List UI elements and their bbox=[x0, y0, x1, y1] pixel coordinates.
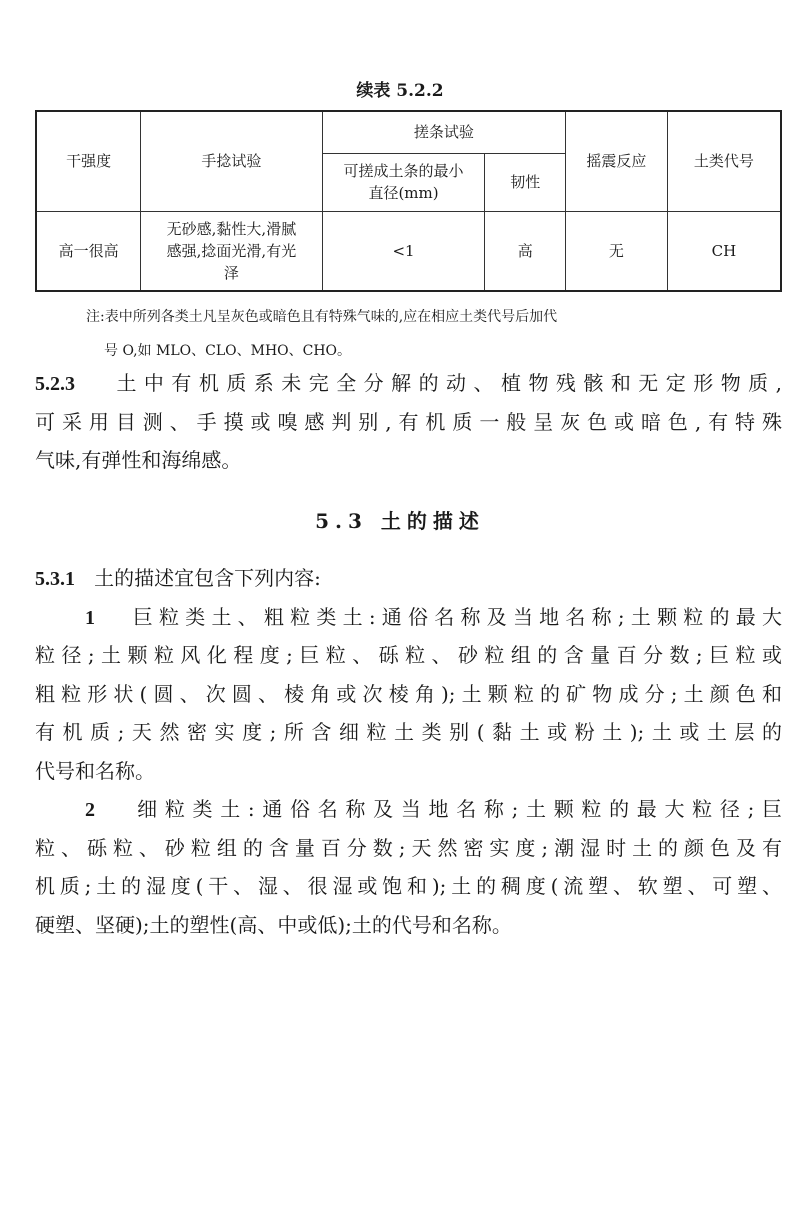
text-line: 土中有机质系未完全分解的动、植物残骸和无定形物质, bbox=[116, 371, 782, 395]
note-line: 号 O,如 MLO、CLO、MHO、CHO。 bbox=[104, 343, 352, 359]
header-soil-code: 土类代号 bbox=[667, 111, 781, 211]
text-line: 可采用目测、手摸或嗅感判别,有机质一般呈灰色或暗色,有特殊 bbox=[35, 409, 782, 434]
item-number: 1 bbox=[85, 606, 95, 629]
section-5-2-3 bbox=[35, 364, 782, 480]
table-row bbox=[36, 211, 781, 291]
note-line: 注:表中所列各类土凡呈灰色或暗色且有特殊气味的,应在相应土类代号后加代 bbox=[86, 309, 558, 325]
cell-toughness: 高 bbox=[485, 211, 566, 291]
text-line: 机质;土的湿度(干、湿、很湿或饱和);土的稠度(流塑、软塑、可塑、 bbox=[35, 874, 782, 898]
cell-dry-strength: 高一很高 bbox=[36, 211, 141, 291]
clause-number: 5.2.3 bbox=[35, 373, 75, 395]
item-number: 2 bbox=[85, 799, 95, 821]
clause-intro: 土的描述宜包含下列内容: bbox=[94, 566, 321, 590]
text-line: 粒、砾粒、砂粒组的含量百分数;天然密实度;潮湿时土的颜色及有 bbox=[35, 835, 782, 860]
header-hand-test: 手捻试验 bbox=[141, 111, 323, 211]
text-line: 气味,有弹性和海绵感。 bbox=[35, 448, 242, 472]
text-line: 硬塑、坚硬);土的塑性(高、中或低);土的代号和名称。 bbox=[35, 912, 512, 937]
cell-min-diameter: <1 bbox=[322, 211, 485, 291]
section-5-3-1 bbox=[35, 559, 782, 944]
cell-soil-code: CH bbox=[667, 211, 781, 291]
table-note bbox=[86, 300, 786, 368]
clause-number: 5.3.1 bbox=[35, 568, 75, 590]
text-line: 代号和名称。 bbox=[35, 758, 155, 783]
soil-classification-table bbox=[35, 110, 782, 292]
header-shake-reaction: 摇震反应 bbox=[566, 111, 668, 211]
table-caption: 续表 5.2.2 bbox=[356, 81, 444, 101]
text-line: 有机质;天然密实度;所含细粒土类别(黏土或粉土);土或土层的 bbox=[35, 720, 782, 744]
header-roll-test: 搓条试验 bbox=[322, 111, 565, 153]
cell-hand-test: 无砂感,黏性大,滑腻感强,捻面光滑,有光泽 bbox=[141, 211, 323, 291]
header-min-diameter: 可搓成土条的最小直径(mm) bbox=[322, 153, 485, 211]
header-dry-strength: 干强度 bbox=[36, 111, 141, 211]
text-line: 粗粒形状(圆、次圆、棱角或次棱角);土颗粒的矿物成分;土颜色和 bbox=[35, 681, 782, 706]
text-line: 细粒类土:通俗名称及当地名称;土颗粒的最大粒径;巨 bbox=[137, 797, 782, 821]
cell-shake-reaction: 无 bbox=[566, 211, 668, 291]
header-toughness: 韧性 bbox=[485, 153, 566, 211]
text-line: 巨粒类土、粗粒类土:通俗名称及当地名称;土颗粒的最大 bbox=[132, 604, 782, 629]
section-heading: 5.3 土的描述 bbox=[315, 509, 485, 533]
text-line: 粒径;土颗粒风化程度;巨粒、砾粒、砂粒组的含量百分数;巨粒或 bbox=[35, 643, 782, 667]
